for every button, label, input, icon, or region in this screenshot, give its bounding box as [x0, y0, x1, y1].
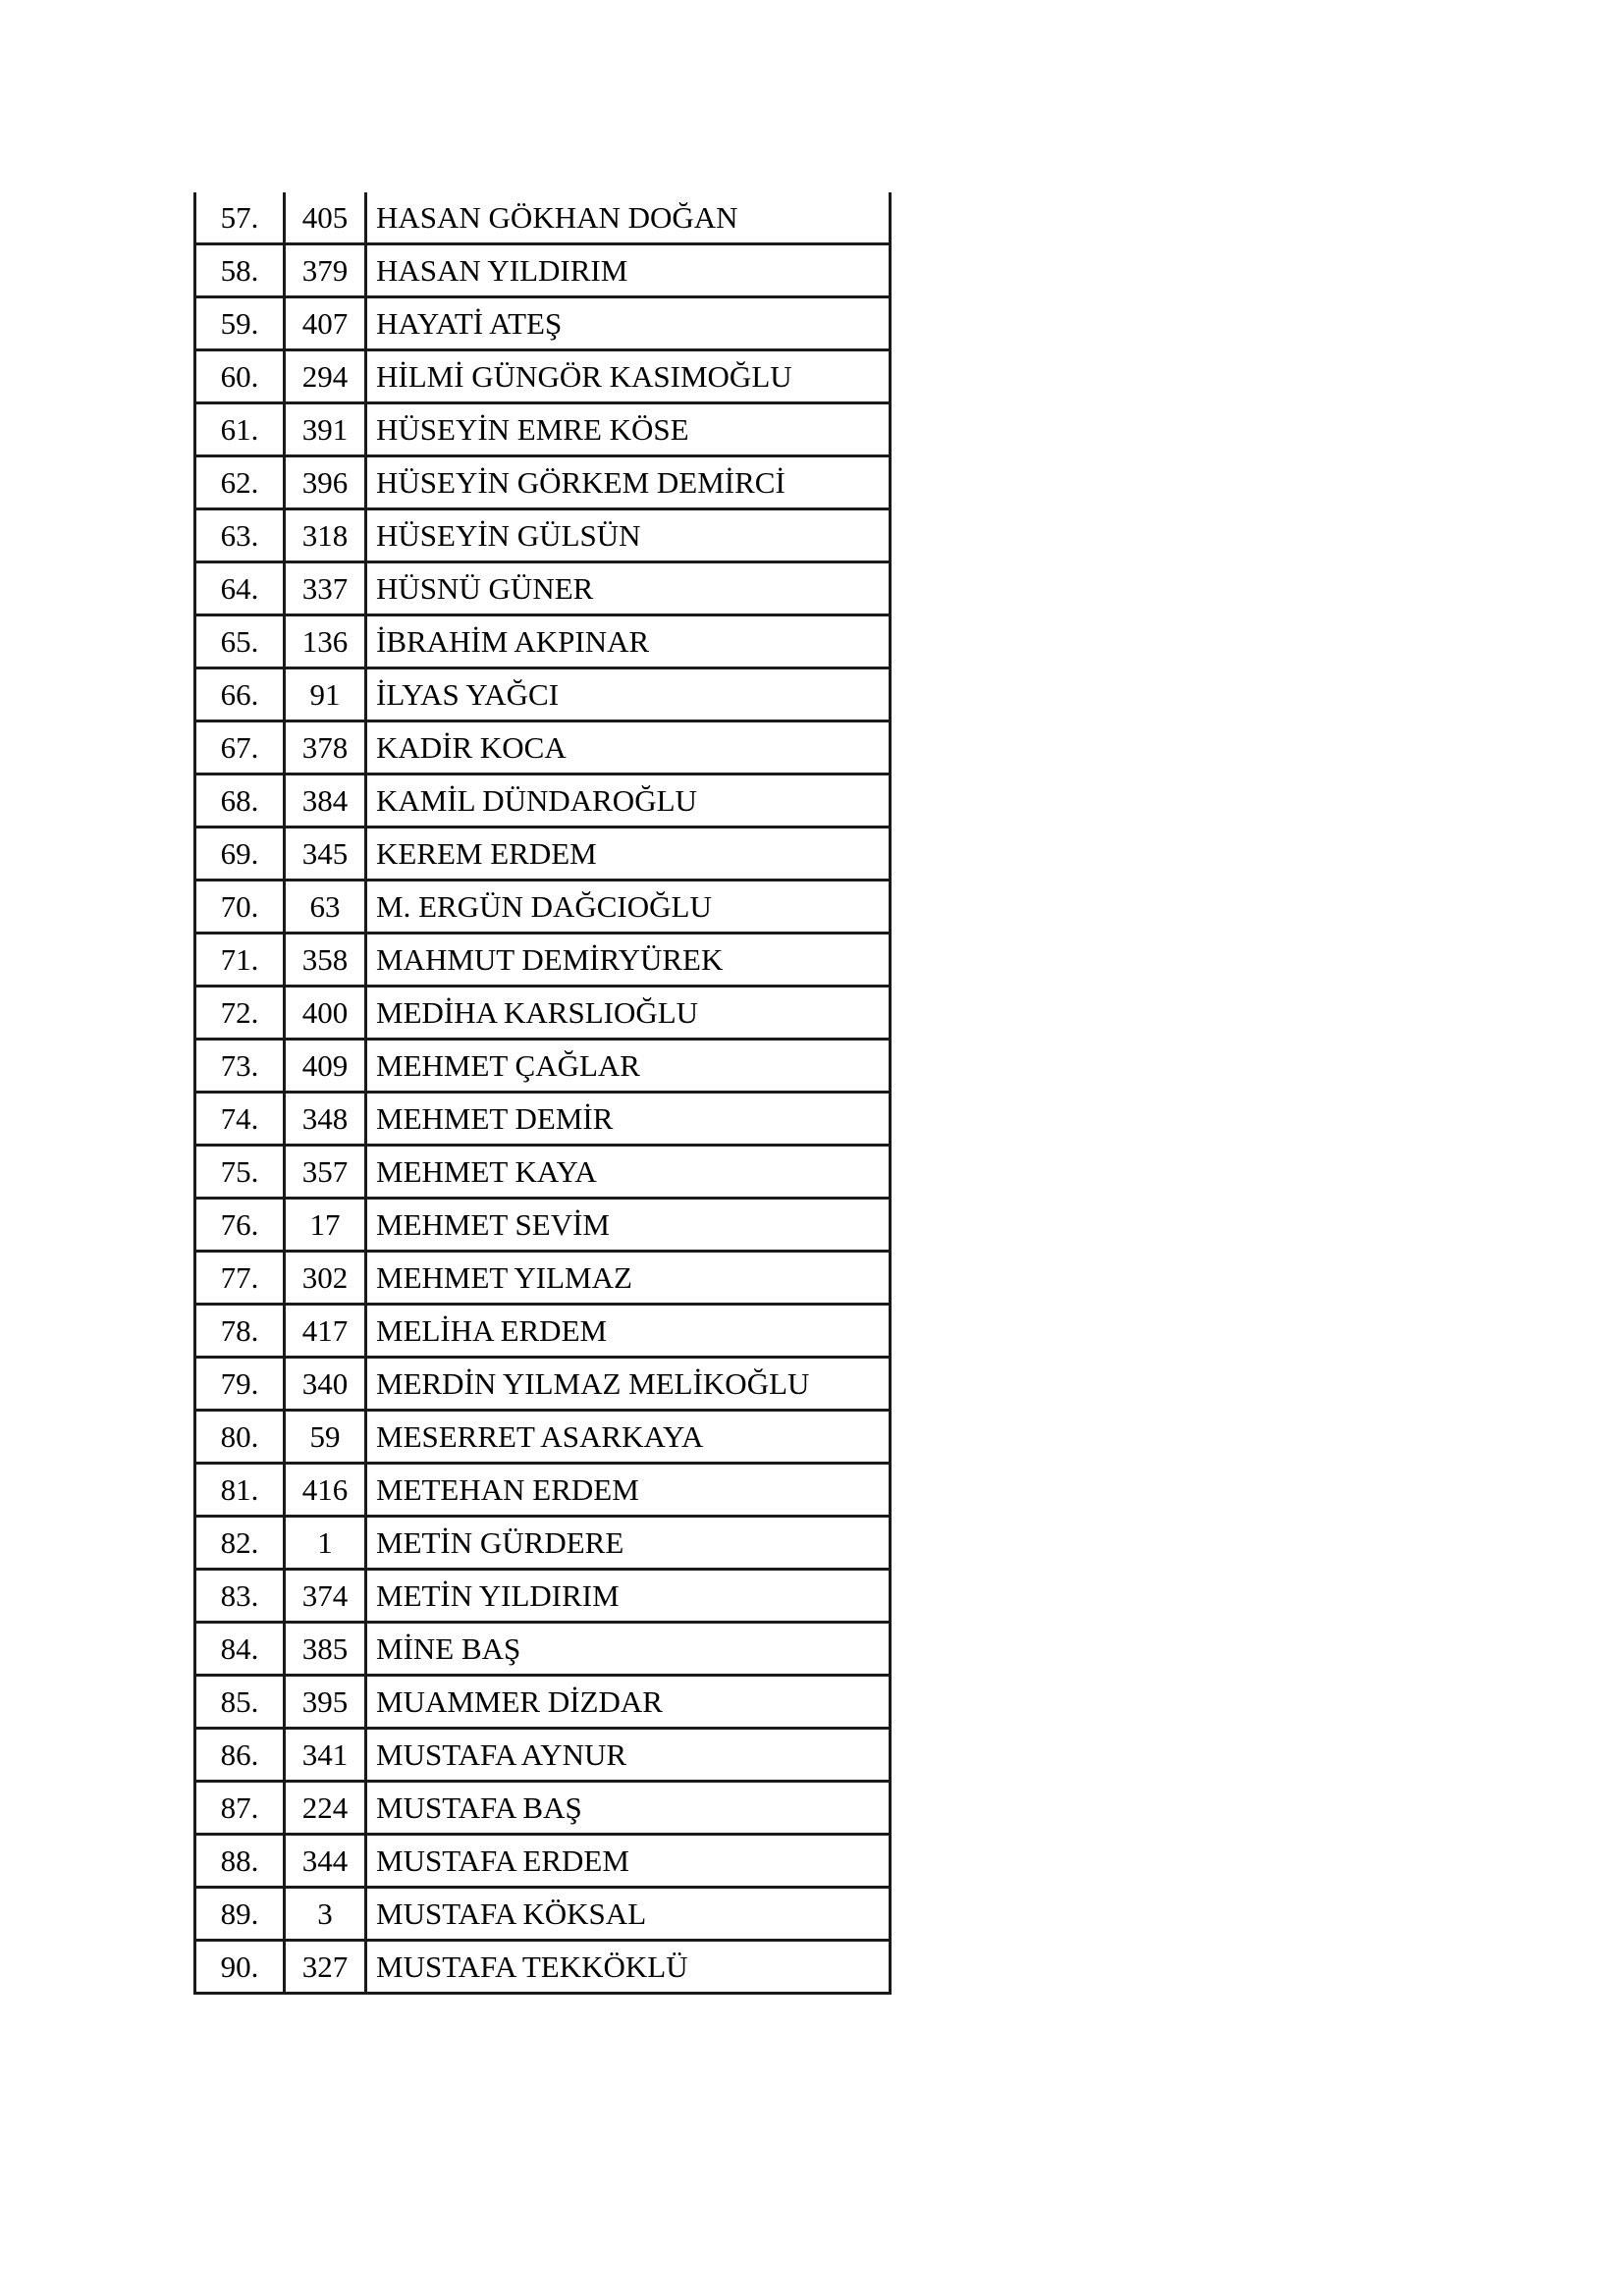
name-cell: METİN GÜRDERE [366, 1517, 891, 1570]
table-row [195, 1358, 891, 1411]
name-cell: MUSTAFA AYNUR [366, 1729, 891, 1782]
id-cell: 417 [285, 1305, 366, 1358]
name-cell: HİLMİ GÜNGÖR KASIMOĞLU [366, 350, 891, 403]
id-cell: 400 [285, 987, 366, 1040]
row-number-cell: 80. [195, 1411, 285, 1464]
row-number-cell: 63. [195, 509, 285, 562]
row-number-cell: 74. [195, 1093, 285, 1146]
name-cell: KADİR KOCA [366, 721, 891, 774]
id-cell: 405 [285, 192, 366, 244]
name-cell: MAHMUT DEMİRYÜREK [366, 934, 891, 987]
table-row [195, 1729, 891, 1782]
id-cell: 416 [285, 1464, 366, 1517]
name-cell: MUSTAFA BAŞ [366, 1782, 891, 1835]
name-cell: HÜSEYİN GÜLSÜN [366, 509, 891, 562]
row-number-cell: 82. [195, 1517, 285, 1570]
id-cell: 348 [285, 1093, 366, 1146]
row-number-cell: 84. [195, 1623, 285, 1676]
id-cell: 318 [285, 509, 366, 562]
id-cell: 63 [285, 881, 366, 934]
name-cell: KEREM ERDEM [366, 828, 891, 881]
name-cell: METİN YILDIRIM [366, 1570, 891, 1623]
name-cell: MUSTAFA KÖKSAL [366, 1888, 891, 1941]
id-cell: 294 [285, 350, 366, 403]
row-number-cell: 57. [195, 192, 285, 244]
roster-body [195, 192, 891, 1994]
table-row [195, 1411, 891, 1464]
table-row [195, 615, 891, 668]
row-number-cell: 86. [195, 1729, 285, 1782]
table-row [195, 668, 891, 721]
id-cell: 374 [285, 1570, 366, 1623]
table-row [195, 192, 891, 244]
id-cell: 136 [285, 615, 366, 668]
table-row [195, 403, 891, 456]
roster-table [193, 192, 892, 1995]
row-number-cell: 60. [195, 350, 285, 403]
id-cell: 391 [285, 403, 366, 456]
row-number-cell: 67. [195, 721, 285, 774]
table-row [195, 350, 891, 403]
table-row [195, 721, 891, 774]
id-cell: 224 [285, 1782, 366, 1835]
id-cell: 357 [285, 1146, 366, 1199]
id-cell: 345 [285, 828, 366, 881]
name-cell: MEHMET ÇAĞLAR [366, 1040, 891, 1093]
id-cell: 385 [285, 1623, 366, 1676]
table-row [195, 297, 891, 350]
table-row [195, 1623, 891, 1676]
id-cell: 395 [285, 1676, 366, 1729]
id-cell: 344 [285, 1835, 366, 1888]
row-number-cell: 70. [195, 881, 285, 934]
name-cell: HÜSNÜ GÜNER [366, 562, 891, 615]
id-cell: 396 [285, 456, 366, 509]
name-cell: MEHMET SEVİM [366, 1199, 891, 1252]
row-number-cell: 65. [195, 615, 285, 668]
id-cell: 407 [285, 297, 366, 350]
row-number-cell: 78. [195, 1305, 285, 1358]
name-cell: HASAN GÖKHAN DOĞAN [366, 192, 891, 244]
table-row [195, 1093, 891, 1146]
id-cell: 1 [285, 1517, 366, 1570]
table-row [195, 881, 891, 934]
table-row [195, 562, 891, 615]
row-number-cell: 58. [195, 244, 285, 297]
table-row [195, 244, 891, 297]
row-number-cell: 73. [195, 1040, 285, 1093]
name-cell: HÜSEYİN GÖRKEM DEMİRCİ [366, 456, 891, 509]
row-number-cell: 66. [195, 668, 285, 721]
row-number-cell: 68. [195, 774, 285, 828]
table-row [195, 509, 891, 562]
table-row [195, 1888, 891, 1941]
row-number-cell: 85. [195, 1676, 285, 1729]
id-cell: 384 [285, 774, 366, 828]
name-cell: MİNE BAŞ [366, 1623, 891, 1676]
id-cell: 337 [285, 562, 366, 615]
row-number-cell: 71. [195, 934, 285, 987]
row-number-cell: 90. [195, 1941, 285, 1994]
row-number-cell: 81. [195, 1464, 285, 1517]
id-cell: 327 [285, 1941, 366, 1994]
name-cell: MERDİN YILMAZ MELİKOĞLU [366, 1358, 891, 1411]
table-row [195, 1305, 891, 1358]
row-number-cell: 69. [195, 828, 285, 881]
name-cell: İLYAS YAĞCI [366, 668, 891, 721]
row-number-cell: 62. [195, 456, 285, 509]
row-number-cell: 76. [195, 1199, 285, 1252]
id-cell: 379 [285, 244, 366, 297]
id-cell: 378 [285, 721, 366, 774]
name-cell: MEHMET YILMAZ [366, 1252, 891, 1305]
name-cell: HASAN YILDIRIM [366, 244, 891, 297]
row-number-cell: 59. [195, 297, 285, 350]
table-row [195, 1199, 891, 1252]
name-cell: MUSTAFA ERDEM [366, 1835, 891, 1888]
name-cell: MEDİHA KARSLIOĞLU [366, 987, 891, 1040]
table-row [195, 1676, 891, 1729]
row-number-cell: 61. [195, 403, 285, 456]
table-row [195, 1517, 891, 1570]
table-row [195, 828, 891, 881]
id-cell: 17 [285, 1199, 366, 1252]
name-cell: MESERRET ASARKAYA [366, 1411, 891, 1464]
table-row [195, 1570, 891, 1623]
row-number-cell: 87. [195, 1782, 285, 1835]
table-row [195, 987, 891, 1040]
id-cell: 340 [285, 1358, 366, 1411]
table-row [195, 1146, 891, 1199]
table-row [195, 774, 891, 828]
table-row [195, 1941, 891, 1994]
name-cell: HAYATİ ATEŞ [366, 297, 891, 350]
row-number-cell: 72. [195, 987, 285, 1040]
table-row [195, 456, 891, 509]
id-cell: 59 [285, 1411, 366, 1464]
name-cell: MELİHA ERDEM [366, 1305, 891, 1358]
name-cell: MEHMET DEMİR [366, 1093, 891, 1146]
id-cell: 91 [285, 668, 366, 721]
name-cell: MEHMET KAYA [366, 1146, 891, 1199]
id-cell: 302 [285, 1252, 366, 1305]
name-cell: İBRAHİM AKPINAR [366, 615, 891, 668]
table-row [195, 1464, 891, 1517]
row-number-cell: 77. [195, 1252, 285, 1305]
name-cell: HÜSEYİN EMRE KÖSE [366, 403, 891, 456]
name-cell: METEHAN ERDEM [366, 1464, 891, 1517]
table-row [195, 1782, 891, 1835]
name-cell: MUAMMER DİZDAR [366, 1676, 891, 1729]
table-row [195, 1252, 891, 1305]
row-number-cell: 89. [195, 1888, 285, 1941]
row-number-cell: 79. [195, 1358, 285, 1411]
row-number-cell: 83. [195, 1570, 285, 1623]
id-cell: 3 [285, 1888, 366, 1941]
name-cell: KAMİL DÜNDAROĞLU [366, 774, 891, 828]
name-cell: MUSTAFA TEKKÖKLÜ [366, 1941, 891, 1994]
row-number-cell: 75. [195, 1146, 285, 1199]
row-number-cell: 64. [195, 562, 285, 615]
row-number-cell: 88. [195, 1835, 285, 1888]
table-row [195, 1835, 891, 1888]
id-cell: 341 [285, 1729, 366, 1782]
id-cell: 409 [285, 1040, 366, 1093]
id-cell: 358 [285, 934, 366, 987]
name-cell: M. ERGÜN DAĞCIOĞLU [366, 881, 891, 934]
table-row [195, 934, 891, 987]
table-row [195, 1040, 891, 1093]
